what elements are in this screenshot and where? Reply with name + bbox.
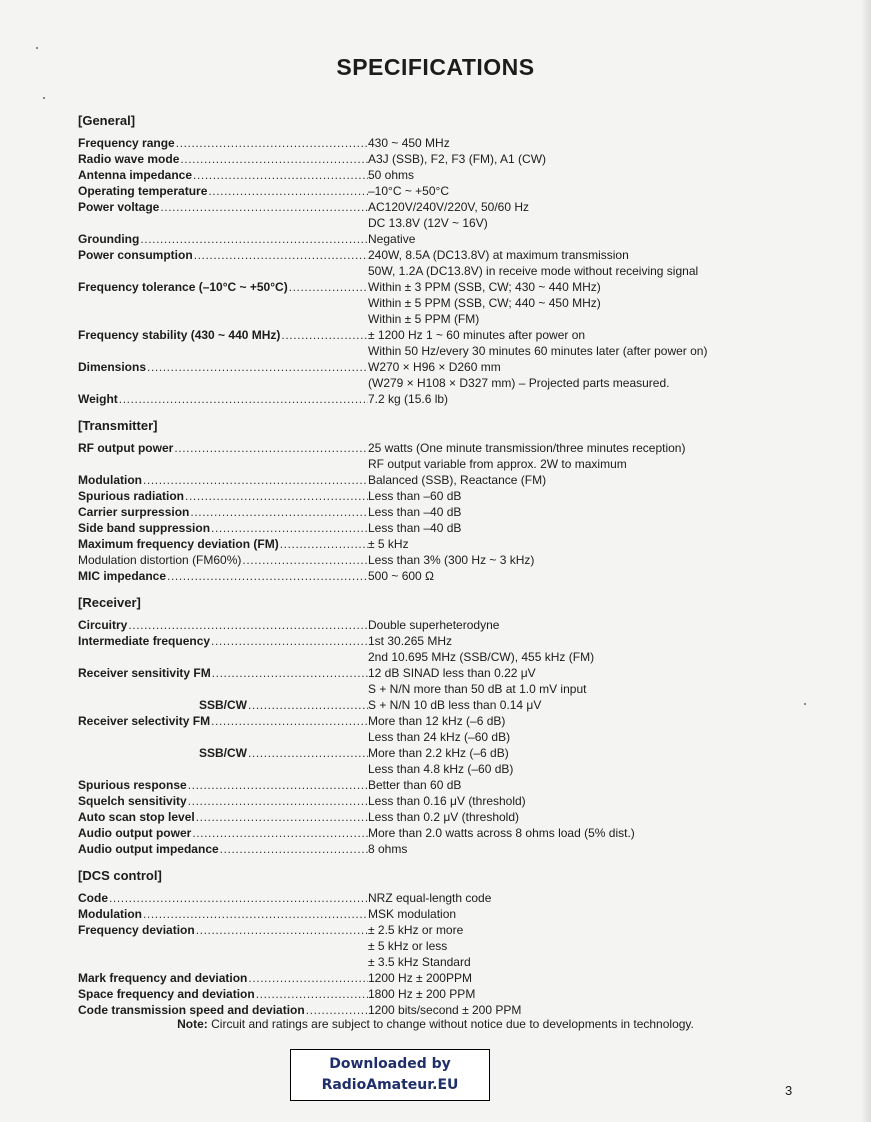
- spec-row: [78, 922, 818, 970]
- spec-label: Modulation: [78, 907, 142, 921]
- spec-row: [78, 617, 818, 633]
- spec-row: [78, 809, 818, 825]
- spec-label: Code: [78, 891, 108, 905]
- spec-values: [368, 151, 818, 167]
- spec-values: [368, 697, 818, 713]
- spec-label-cell: [78, 777, 368, 793]
- spec-label-cell: [78, 906, 368, 922]
- spec-value: 8 ohms: [368, 842, 408, 856]
- spec-value: ± 2.5 kHz or more: [368, 923, 464, 937]
- spec-label: Auto scan stop level: [78, 810, 195, 824]
- spec-values: [368, 231, 818, 247]
- leader-dots: [248, 697, 368, 713]
- spec-label-cell: [78, 199, 368, 215]
- spec-value: More than 12 kHz (–6 dB): [368, 714, 506, 728]
- spec-label-cell: [78, 520, 368, 536]
- spec-value: 500 ~ 600 Ω: [368, 569, 435, 583]
- spec-row: [78, 359, 818, 391]
- spec-value: More than 2.0 watts across 8 ohms load (5% dist.): [368, 826, 635, 840]
- spec-label: Frequency tolerance (–10°C ~ +50°C): [78, 280, 288, 294]
- spec-value: ± 5 kHz: [368, 537, 409, 551]
- spec-row: [78, 472, 818, 488]
- spec-label: Intermediate frequency: [78, 634, 211, 648]
- spec-values: [368, 922, 818, 970]
- spec-label-cell: [78, 552, 368, 568]
- spec-row: [78, 247, 818, 279]
- spec-label-cell: [78, 231, 368, 247]
- spec-row: [78, 199, 818, 231]
- leader-dots: [190, 504, 368, 520]
- spec-value: Within ± 5 PPM (SSB, CW; 440 ~ 450 MHz): [368, 296, 601, 310]
- spec-values: [368, 552, 818, 568]
- section-title: [Transmitter]: [78, 418, 158, 433]
- spec-value: Double superheterodyne: [368, 618, 500, 632]
- spec-row: [78, 167, 818, 183]
- spec-value: 12 dB SINAD less than 0.22 μV: [368, 666, 536, 680]
- spec-row: [78, 504, 818, 520]
- spec-row: [78, 151, 818, 167]
- spec-values: [368, 327, 818, 359]
- spec-value: S + N/N more than 50 dB at 1.0 mV input: [368, 682, 587, 696]
- leader-dots: [109, 890, 368, 906]
- spec-value: S + N/N 10 dB less than 0.14 μV: [368, 698, 542, 712]
- spec-row: [78, 777, 818, 793]
- spec-label: Receiver sensitivity FM: [78, 666, 211, 680]
- page-title: SPECIFICATIONS: [336, 54, 535, 80]
- spec-label: SSB/CW: [199, 698, 247, 712]
- spec-label-cell: [78, 440, 368, 456]
- spec-label-cell: [78, 568, 368, 584]
- spec-value: –10°C ~ +50°C: [368, 184, 449, 198]
- spec-label: Frequency range: [78, 136, 175, 150]
- spec-row: [78, 231, 818, 247]
- spec-label-cell: [78, 183, 368, 199]
- spec-value: Less than –40 dB: [368, 521, 462, 535]
- spec-row: [78, 713, 818, 745]
- spec-value: AC120V/240V/220V, 50/60 Hz: [368, 200, 530, 214]
- spec-value: 1st 30.265 MHz: [368, 634, 453, 648]
- scan-speck: [804, 703, 806, 705]
- spec-value: Less than 3% (300 Hz ~ 3 kHz): [368, 553, 535, 567]
- spec-row: [78, 536, 818, 552]
- spec-row: [78, 552, 818, 568]
- leader-dots: [185, 488, 368, 504]
- spec-label-cell: [78, 1002, 368, 1018]
- leader-dots: [211, 713, 368, 729]
- spec-values: [368, 745, 818, 777]
- spec-label-cell: [78, 167, 368, 183]
- spec-section: [78, 418, 818, 584]
- spec-value: A3J (SSB), F2, F3 (FM), A1 (CW): [368, 152, 547, 166]
- spec-label-cell: [78, 359, 368, 375]
- download-stamp: [290, 1049, 490, 1101]
- spec-value: Less than –60 dB: [368, 489, 462, 503]
- spec-row: [78, 279, 818, 327]
- spec-label: Radio wave mode: [78, 152, 180, 166]
- footer-note: [0, 1017, 871, 1031]
- spec-label: Spurious response: [78, 778, 187, 792]
- spec-value: Balanced (SSB), Reactance (FM): [368, 473, 547, 487]
- note-text: Circuit and ratings are subject to change without notice due to developments in technology.: [211, 1017, 694, 1031]
- leader-dots: [147, 359, 368, 375]
- spec-row: [78, 970, 818, 986]
- leader-dots: [280, 536, 368, 552]
- spec-value: Better than 60 dB: [368, 778, 462, 792]
- spec-row: [78, 183, 818, 199]
- leader-dots: [174, 440, 368, 456]
- leader-dots: [211, 633, 368, 649]
- spec-value: ± 3.5 kHz Standard: [368, 955, 471, 969]
- spec-label-cell: [78, 633, 368, 649]
- section-title: [Receiver]: [78, 595, 141, 610]
- leader-dots: [140, 231, 368, 247]
- spec-label: SSB/CW: [199, 746, 247, 760]
- spec-value: 1800 Hz ± 200 PPM: [368, 987, 476, 1001]
- spec-row: [78, 1002, 818, 1018]
- spec-label-cell: [78, 151, 368, 167]
- spec-value: 430 ~ 450 MHz: [368, 136, 450, 150]
- spec-value: ± 5 kHz or less: [368, 939, 448, 953]
- spec-values: [368, 391, 818, 407]
- spec-label: Circuitry: [78, 618, 128, 632]
- spec-label-cell: [78, 841, 368, 857]
- spec-label: Audio output power: [78, 826, 192, 840]
- spec-values: [368, 841, 818, 857]
- spec-label-cell: [78, 922, 368, 938]
- spec-row: [78, 841, 818, 857]
- spec-value: 1200 Hz ± 200PPM: [368, 971, 472, 985]
- spec-row: [78, 665, 818, 697]
- spec-value: DC 13.8V (12V ~ 16V): [368, 216, 488, 230]
- spec-label-cell: [78, 809, 368, 825]
- leader-dots: [208, 183, 368, 199]
- spec-label: Mark frequency and deviation: [78, 971, 248, 985]
- spec-label: Code transmission speed and deviation: [78, 1003, 305, 1017]
- leader-dots: [143, 472, 368, 488]
- spec-row: [78, 697, 818, 713]
- spec-values: [368, 777, 818, 793]
- spec-label-cell: [78, 279, 368, 295]
- leader-dots: [196, 809, 368, 825]
- spec-row: [78, 327, 818, 359]
- spec-label: Weight: [78, 392, 118, 406]
- spec-label: Frequency deviation: [78, 923, 195, 937]
- spec-values: [368, 488, 818, 504]
- leader-dots: [196, 922, 368, 938]
- spec-values: [368, 568, 818, 584]
- spec-values: [368, 183, 818, 199]
- spec-label: Modulation: [78, 473, 142, 487]
- spec-values: [368, 536, 818, 552]
- leader-dots: [176, 135, 368, 151]
- spec-value: Within ± 3 PPM (SSB, CW; 430 ~ 440 MHz): [368, 280, 601, 294]
- leader-dots: [188, 793, 368, 809]
- page-edge-shadow: [861, 0, 871, 1122]
- leader-dots: [248, 745, 368, 761]
- spec-label-cell: [78, 504, 368, 520]
- spec-values: [368, 1002, 818, 1018]
- spec-label-cell: [78, 247, 368, 263]
- spec-label-cell: [78, 825, 368, 841]
- spec-values: [368, 713, 818, 745]
- spec-label-cell: [78, 472, 368, 488]
- spec-label: Space frequency and deviation: [78, 987, 255, 1001]
- spec-values: [368, 970, 818, 986]
- leader-dots: [188, 777, 368, 793]
- spec-row: [78, 568, 818, 584]
- spec-value: Less than 0.16 μV (threshold): [368, 794, 526, 808]
- spec-label-cell: [78, 697, 368, 713]
- spec-row: [78, 906, 818, 922]
- scan-speck: [43, 97, 45, 99]
- spec-row: [78, 488, 818, 504]
- download-line-1: Downloaded by: [329, 1056, 451, 1072]
- spec-section: [78, 595, 818, 857]
- spec-value: 1200 bits/second ± 200 PPM: [368, 1003, 522, 1017]
- spec-values: [368, 809, 818, 825]
- spec-label: RF output power: [78, 441, 174, 455]
- spec-value: More than 2.2 kHz (–6 dB): [368, 746, 509, 760]
- leader-dots: [192, 825, 368, 841]
- spec-label: Squelch sensitivity: [78, 794, 187, 808]
- spec-row: [78, 825, 818, 841]
- leader-dots: [119, 391, 368, 407]
- spec-label-cell: [78, 617, 368, 633]
- spec-label-cell: [78, 391, 368, 407]
- leader-dots: [248, 970, 368, 986]
- spec-label: Receiver selectivity FM: [78, 714, 211, 728]
- spec-value: Less than 24 kHz (–60 dB): [368, 730, 511, 744]
- spec-value: 2nd 10.695 MHz (SSB/CW), 455 kHz (FM): [368, 650, 595, 664]
- leader-dots: [143, 906, 368, 922]
- spec-value: Within ± 5 PPM (FM): [368, 312, 480, 326]
- spec-row: [78, 520, 818, 536]
- spec-value: 50 ohms: [368, 168, 415, 182]
- spec-label: Antenna impedance: [78, 168, 193, 182]
- spec-values: [368, 199, 818, 231]
- spec-values: [368, 986, 818, 1002]
- page-number: 3: [785, 1083, 793, 1098]
- spec-label: Carrier surpression: [78, 505, 190, 519]
- spec-sections: [78, 113, 818, 1029]
- spec-values: [368, 520, 818, 536]
- spec-label: Operating temperature: [78, 184, 208, 198]
- section-title: [DCS control]: [78, 868, 162, 883]
- spec-label: Grounding: [78, 232, 140, 246]
- spec-value: NRZ equal-length code: [368, 891, 492, 905]
- spec-label: Power consumption: [78, 248, 193, 262]
- spec-row: [78, 633, 818, 665]
- spec-value: 7.2 kg (15.6 lb): [368, 392, 449, 406]
- spec-label-cell: [78, 745, 368, 761]
- spec-label: Audio output impedance: [78, 842, 219, 856]
- leader-dots: [220, 841, 368, 857]
- spec-label: Side band suppression: [78, 521, 211, 535]
- spec-label-cell: [78, 488, 368, 504]
- leader-dots: [256, 986, 368, 1002]
- spec-label: Frequency stability (430 ~ 440 MHz): [78, 328, 281, 342]
- spec-values: [368, 906, 818, 922]
- section-title: [General]: [78, 113, 136, 128]
- spec-row: [78, 986, 818, 1002]
- spec-label-cell: [78, 890, 368, 906]
- spec-value: Less than 4.8 kHz (–60 dB): [368, 762, 514, 776]
- leader-dots: [180, 151, 368, 167]
- leader-dots: [242, 552, 368, 568]
- spec-values: [368, 665, 818, 697]
- leader-dots: [289, 279, 368, 295]
- spec-value: 50W, 1.2A (DC13.8V) in receive mode without receiving signal: [368, 264, 699, 278]
- spec-label: Spurious radiation: [78, 489, 185, 503]
- spec-label: Maximum frequency deviation (FM): [78, 537, 279, 551]
- spec-values: [368, 135, 818, 151]
- spec-value: (W279 × H108 × D327 mm) – Projected parts measured.: [368, 376, 670, 390]
- leader-dots: [306, 1002, 368, 1018]
- leader-dots: [128, 617, 368, 633]
- spec-values: [368, 793, 818, 809]
- spec-value: Negative: [368, 232, 416, 246]
- leader-dots: [212, 665, 368, 681]
- spec-value: RF output variable from approx. 2W to maximum: [368, 457, 627, 471]
- spec-value: ± 1200 Hz 1 ~ 60 minutes after power on: [368, 328, 586, 342]
- spec-section: [78, 113, 818, 407]
- spec-label-cell: [78, 665, 368, 681]
- spec-label: Dimensions: [78, 360, 147, 374]
- spec-values: [368, 247, 818, 279]
- spec-row: [78, 440, 818, 472]
- spec-values: [368, 279, 818, 327]
- scan-speck: [36, 47, 38, 49]
- spec-row: [78, 890, 818, 906]
- spec-value: MSK modulation: [368, 907, 457, 921]
- spec-label-cell: [78, 327, 368, 343]
- spec-label-cell: [78, 536, 368, 552]
- spec-label: Modulation distortion (FM60%): [78, 553, 242, 567]
- spec-label-cell: [78, 793, 368, 809]
- spec-value: Less than 0.2 μV (threshold): [368, 810, 519, 824]
- leader-dots: [194, 247, 368, 263]
- spec-row: [78, 793, 818, 809]
- note-label: Note:: [177, 1017, 208, 1031]
- spec-values: [368, 472, 818, 488]
- spec-label-cell: [78, 713, 368, 729]
- spec-values: [368, 890, 818, 906]
- spec-section: [78, 868, 818, 1018]
- spec-label: Power voltage: [78, 200, 160, 214]
- spec-value: W270 × H96 × D260 mm: [368, 360, 501, 374]
- spec-value: 25 watts (One minute transmission/three minutes reception): [368, 441, 686, 455]
- spec-values: [368, 167, 818, 183]
- leader-dots: [193, 167, 368, 183]
- spec-values: [368, 633, 818, 665]
- spec-values: [368, 825, 818, 841]
- spec-values: [368, 617, 818, 633]
- leader-dots: [211, 520, 368, 536]
- spec-values: [368, 504, 818, 520]
- spec-label-cell: [78, 970, 368, 986]
- spec-label-cell: [78, 135, 368, 151]
- leader-dots: [160, 199, 368, 215]
- spec-values: [368, 359, 818, 391]
- leader-dots: [167, 568, 368, 584]
- spec-row: [78, 391, 818, 407]
- spec-values: [368, 440, 818, 472]
- leader-dots: [281, 327, 368, 343]
- spec-row: [78, 745, 818, 777]
- spec-row: [78, 135, 818, 151]
- spec-label: MIC impedance: [78, 569, 167, 583]
- spec-label-cell: [78, 986, 368, 1002]
- spec-value: 240W, 8.5A (DC13.8V) at maximum transmission: [368, 248, 629, 262]
- spec-value: Within 50 Hz/every 30 minutes 60 minutes later (after power on): [368, 344, 708, 358]
- download-line-2: RadioAmateur.EU: [321, 1077, 459, 1093]
- spec-value: Less than –40 dB: [368, 505, 462, 519]
